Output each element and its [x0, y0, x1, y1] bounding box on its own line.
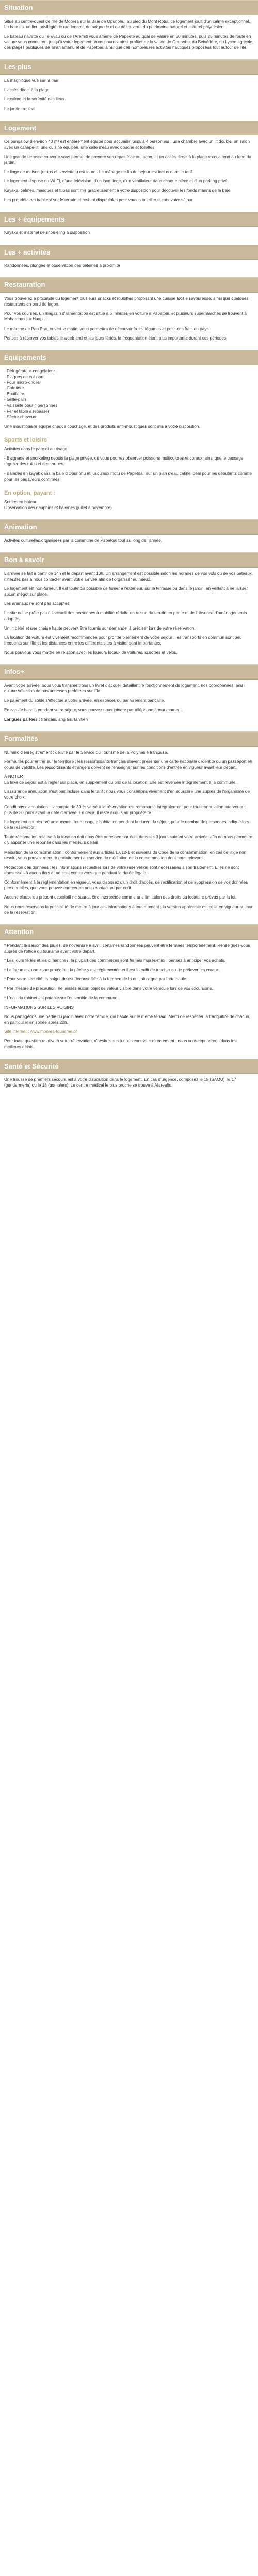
paragraph: Toute réclamation relative à la location doit nous être adressée par écrit dans les 3 jours suivant votre arrivée, afin de nous permettre d'y apporter une réponse dans les meilleurs délais.	[4, 835, 253, 845]
section-sante-securite	[0, 1059, 258, 1097]
neighbours-heading: INFORMATIONS SUR LES VOISINS	[4, 1005, 74, 1010]
section-body	[0, 535, 258, 552]
section-restauration	[0, 277, 258, 350]
paragraph: Kayaks, palmes, masques et tubas sont mis gracieusement à votre disposition pour découvrir les fonds marins de la baie.	[4, 188, 232, 193]
paragraph: La location de voiture est vivement recommandée pour profiter pleinement de votre séjour : les transports en commun sont peu fréquents sur l'île et les distances entre les différents sites à visiter sont importantes.	[4, 635, 242, 646]
section-body	[0, 680, 258, 731]
paragraph: L'accès direct à la plage	[4, 88, 50, 93]
section-title: Équipements	[0, 350, 258, 365]
equipment-list: - Réfrigérateur-congélateur - Plaques de cuisson - Four micro-ondes - Cafetière - Bouilloire - Grille-pain - Vaisselle pour 4 personnes - Fer et table à repasser - Sèche-cheveux	[4, 368, 58, 419]
paragraph: Ce bungalow d'environ 40 m² est entièrement équipé pour accueillir jusqu'à 4 personnes : une chambre avec un lit double, un salon avec un canapé-lit, une cuisine équipée, une salle d'eau avec douche et toilettes.	[4, 139, 250, 150]
section-animation	[0, 519, 258, 552]
section-body	[0, 260, 258, 277]
paragraph: Une grande terrasse couverte vous permet de prendre vos repas face au lagon, et un accès direct à la plage vous attend au fond du jardin.	[4, 154, 251, 165]
section-title: Attention	[0, 924, 258, 940]
paragraph: Kayaks et matériel de snorkeling à disposition	[4, 230, 90, 235]
section-attention	[0, 924, 258, 1059]
subsection-title-option: En option, payant :	[4, 489, 55, 496]
paragraph: La magnifique vue sur la mer	[4, 78, 59, 83]
bullet-item: * L'eau du robinet est potable sur l'ensemble de la commune.	[4, 995, 119, 1001]
paragraph: L'arrivée se fait à partir de 14h et le départ avant 10h. Un arrangement est possible selon les horaires de vos vols ou de vos bateaux, n'hésitez pas à nous contacter avant votre arrivée afin de l'organiser au mieux.	[4, 571, 253, 582]
bullet-item: * Pour votre sécurité, la baignade est déconseillée à la tombée de la nuit ainsi que par forte houle.	[4, 977, 188, 982]
paragraph: Vous trouverez à proximité du logement plusieurs snacks et roulottes proposant une cuisine locale savoureuse, ainsi que quelques restaurants en bord de lagon.	[4, 296, 249, 307]
section-bon-a-savoir	[0, 552, 258, 664]
section-title: Restauration	[0, 277, 258, 293]
section-title: Les + équipements	[0, 212, 258, 227]
paragraph: Nous pouvons vous mettre en relation avec les loueurs locaux de voitures, scooters et vélos.	[4, 650, 178, 655]
section-title: Bon à savoir	[0, 552, 258, 568]
paragraph: Pensez à réserver vos tables le week-end et les jours fériés, la fréquentation étant plus importante durant ces périodes.	[4, 335, 228, 341]
section-title: Animation	[0, 519, 258, 535]
bullet-item: - Baignade et snorkeling depuis la plage privée, où vous pourrez observer poissons multicolores et coraux, ainsi que le passage régulier des raies et des tortues.	[4, 456, 244, 467]
section-equipements-detail	[0, 350, 258, 519]
paragraph: L'assurance annulation n'est pas incluse dans le tarif ; nous vous conseillons vivement d'en souscrire une auprès de l'organisme de votre choix.	[4, 789, 250, 800]
paragraph: Protection des données : les informations recueillies lors de votre réservation sont nécessaires à son traitement. Elles ne sont transmises à aucun tiers et ne sont conservées que pendant la durée légale.	[4, 865, 239, 876]
bullet-item: * Par mesure de précaution, ne laissez aucun objet de valeur visible dans votre véhicule lors de vos excursions.	[4, 986, 213, 991]
section-title: Santé et Sécurité	[0, 1059, 258, 1074]
paragraph: Le marché de Pao Pao, ouvert le matin, vous permettra de découvrir fruits, légumes et poissons frais du pays.	[4, 326, 210, 331]
section-equipements	[0, 212, 258, 245]
section-title: Formalités	[0, 731, 258, 747]
section-infos	[0, 664, 258, 731]
paragraph: Le paiement du solde s'effectue à votre arrivée, en espèces ou par virement bancaire.	[4, 698, 165, 703]
bullet-item: * Pendant la saison des pluies, de novembre à avril, certaines randonnées peuvent être fermées temporairement. Renseignez-vous auprès de l'office du tourisme avant votre départ.	[4, 943, 250, 954]
paragraph: Activités culturelles organisées par la commune de Papetoai tout au long de l'année.	[4, 538, 163, 543]
languages-line	[4, 717, 254, 722]
section-body	[0, 940, 258, 1059]
website-link[interactable]	[4, 1029, 254, 1035]
paragraph: Le site ne se prête pas à l'accueil des personnes à mobilité réduite en raison du terrain en pente et de l'absence d'aménagements adaptés.	[4, 611, 247, 621]
bullet-item: - Balades en kayak dans la baie d'Opunohu et jusqu'aux motu de Papetoai, sur un plan d'eau calme idéal pour les débutants comme pour les pagayeurs confirmés.	[4, 471, 252, 482]
section-logement	[0, 121, 258, 212]
paragraph: Nous partageons une partie du jardin avec notre famille, qui habite sur le même terrain. Merci de respecter la tranquillité de chacun, en particulier en soirée après 22h.	[4, 1014, 250, 1025]
section-body	[0, 135, 258, 211]
paragraph: Avant votre arrivée, nous vous transmettrons un livret d'accueil détaillant le fonctionnement du logement, nos coordonnées, ainsi qu'une sélection de nos adresses préférées sur l'île.	[4, 683, 245, 694]
section-body	[0, 365, 258, 520]
paragraph: Randonnées, plongée et observation des baleines à proximité	[4, 263, 120, 268]
section-situation	[0, 0, 258, 59]
paragraph: Le logement dispose du Wi-Fi, d'une télévision, d'un lave-linge, d'un ventilateur dans chaque pièce et d'un parking privé.	[4, 179, 229, 184]
section-title: Infos+	[0, 664, 258, 680]
section-title: Les + activités	[0, 245, 258, 260]
section-title: Logement	[0, 121, 258, 136]
paragraph: Le logement est non-fumeur. Il est toutefois possible de fumer à l'extérieur, sur la terrasse ou dans le jardin, en veillant à ne laisser aucun mégot sur place.	[4, 586, 248, 597]
section-body	[0, 747, 258, 924]
section-title: Les plus	[0, 59, 258, 75]
section-activites	[0, 245, 258, 278]
bullet-item: * Le lagon est une zone protégée : la pêche y est réglementée et il est interdit de toucher ou de prélever les coraux.	[4, 968, 220, 973]
paragraph: Formalités pour entrer sur le territoire : les ressortissants français doivent présenter une carte nationale d'identité ou un passeport en cours de validité. Les ressortissants étrangers doivent se renseigner sur les conditions d'entrée en vigueur avant leur départ.	[4, 759, 252, 770]
section-body	[0, 1074, 258, 1097]
paragraph: Nous nous réservons la possibilité de mettre à jour ces informations à tout moment ; la version applicable est celle en vigueur au jour de la réservation.	[4, 904, 253, 915]
section-body	[0, 293, 258, 350]
paragraph: Les propriétaires habitent sur le terrain et restent disponibles pour vous conseiller durant votre séjour.	[4, 197, 194, 202]
section-body	[0, 75, 258, 121]
paragraph: Conditions d'annulation : l'acompte de 30 % versé à la réservation est remboursé intégralement pour toute annulation intervenant plus de 30 jours avant la date d'arrivée. En deçà, il reste acquis au propriétaire.	[4, 804, 246, 815]
section-formalites	[0, 731, 258, 924]
paragraph: Situé au centre-ouest de l'Ile de Moorea sur la Baie de Opunohu, au pied du Mont Rotui, ce logement jouit d'un calme exceptionnel. La baie est un lieu privilégié de randonnée, de baignade et de découverte du patrimoine naturel et culturel polynésien.	[4, 19, 250, 29]
paragraph: Aucune clause du présent descriptif ne saurait être interprétée comme une limitation des droits du locataire prévus par la loi.	[4, 895, 237, 900]
languages-label: Langues parlées :	[4, 717, 40, 722]
paragraph: Le calme et la sérénité des lieux	[4, 97, 64, 102]
paragraph: Pour vos courses, un magasin d'alimentation est situé à 5 minutes en voiture à Papetoai, et plusieurs supermarchés se trouvent à Maharepa et à Haapiti.	[4, 311, 247, 322]
paragraph: Le bateau navette du Terevau ou de l'Aremiti vous amène de Papeete au quai de Vaiare en 30 minutes, puis 25 minutes de route en voiture vous conduiront jusqu'à votre logement. Vous pourrez ainsi profiter de la vallée de Opunohu, du Belvédère, du Lycée agricole, des plages publiques de Ta'ahiamanu et de Papetoai, ainsi que des nombreuses activités nautiques proposées tout autour de l'île.	[4, 33, 254, 50]
paragraph: Numéro d'enregistrement : délivré par le Service du Tourisme de la Polynésie française.	[4, 750, 168, 755]
languages-value: français, anglais, tahitien	[41, 717, 88, 722]
website-link-text[interactable]: Site internet : www.moorea-tourisme.pf	[4, 1029, 77, 1035]
paragraph: Conformément à la réglementation en vigueur, vous disposez d'un droit d'accès, de rectification et de suppression de vos données personnelles, que vous pouvez exercer en nous contactant par écrit.	[4, 880, 248, 891]
paragraph: Le linge de maison (draps et serviettes) est fourni. Le ménage de fin de séjour est inclus dans le tarif.	[4, 170, 194, 175]
paragraph: En cas de besoin pendant votre séjour, vous pouvez nous joindre par téléphone à tout moment.	[4, 707, 183, 713]
section-title: Situation	[0, 0, 258, 15]
section-body	[0, 568, 258, 665]
paragraph: À NOTER La taxe de séjour est à régler sur place, en supplément du prix de la location. Elle est reversée intégralement à la commune.	[4, 774, 237, 785]
section-body	[0, 227, 258, 244]
paragraph: Une moustiquaire équipe chaque couchage, et des produits anti-moustiques sont mis à votre disposition.	[4, 424, 200, 429]
section-body	[0, 15, 258, 60]
paragraph: Les animaux ne sont pas acceptés.	[4, 601, 71, 606]
paragraph: Médiation de la consommation : conformément aux articles L.612-1 et suivants du Code de la consommation, en cas de litige non résolu, vous pouvez recourir gratuitement au service de médiation de la consommation dont nous relevons.	[4, 850, 247, 860]
bullet-item: * Les jours fériés et les dimanches, la plupart des commerces sont fermés l'après-midi ; pensez à anticiper vos achats.	[4, 958, 225, 963]
paragraph: Sorties en bateau Observation des dauphins et baleines (juillet à novembre)	[4, 499, 112, 511]
paragraph: Pour toute question relative à votre réservation, n'hésitez pas à nous contacter directement ; nous vous répondrons dans les meilleurs délais.	[4, 1039, 237, 1049]
subsection-title-sports: Sports et loisirs	[4, 437, 47, 444]
paragraph: Une trousse de premiers secours est à votre disposition dans le logement. En cas d'urgence, composez le 15 (SAMU), le 17 (gendarmerie) ou le 18 (pompiers). Le centre médical le plus proche se trouve à Afareaitu.	[4, 1077, 236, 1088]
paragraph: Le jardin tropical	[4, 106, 36, 111]
paragraph: Activités dans le parc et au rivage	[4, 447, 68, 452]
paragraph: Le logement est réservé uniquement à un usage d'habitation pendant la durée du séjour, pour le nombre de personnes indiqué lors de la réservation.	[4, 819, 249, 831]
listing-page	[0, 0, 258, 1097]
paragraph: Un lit bébé et une chaise haute peuvent être fournis sur demande, à préciser lors de votre réservation.	[4, 625, 196, 631]
section-plus	[0, 59, 258, 120]
